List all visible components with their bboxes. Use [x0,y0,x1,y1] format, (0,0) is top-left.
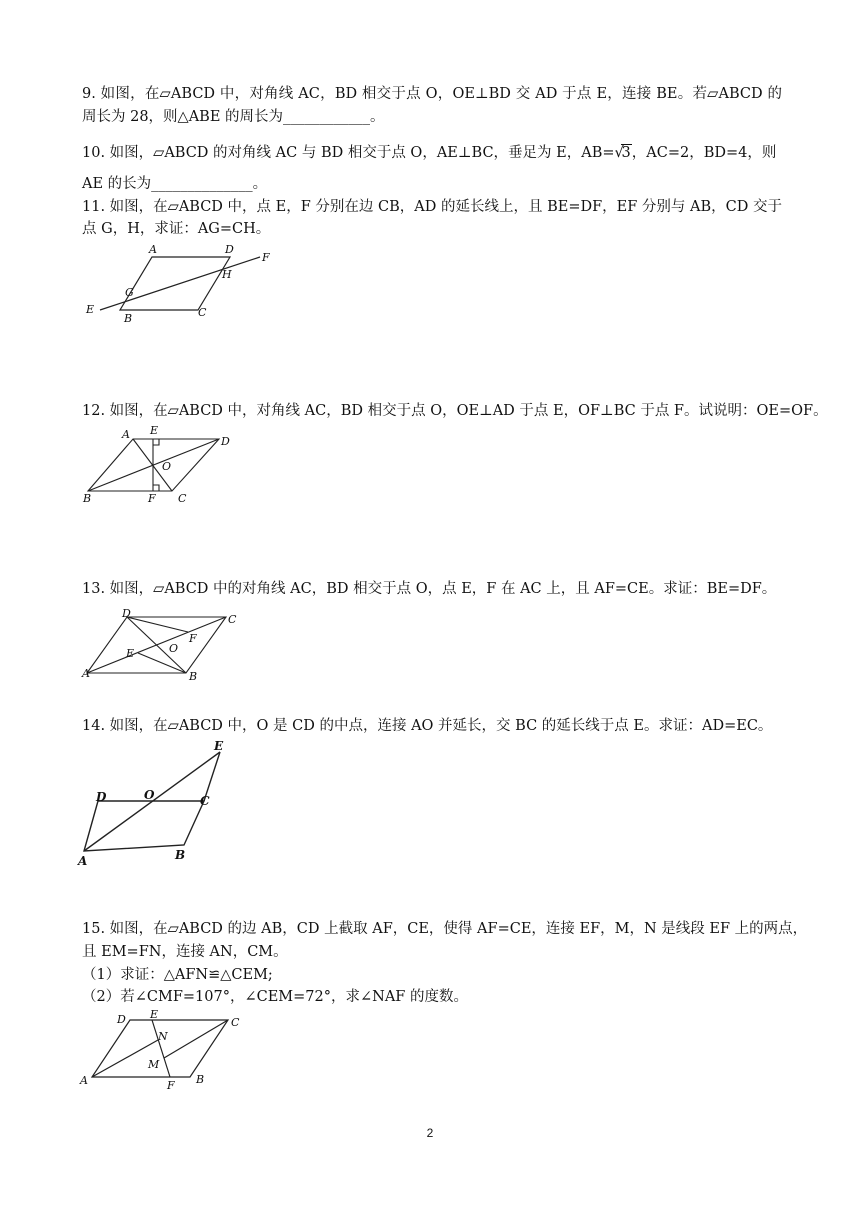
q12-label-d: D [221,435,230,448]
q15-label-a: A [80,1074,88,1087]
q15-label-c: C [231,1016,240,1029]
q12-label-e: E [150,424,159,437]
q15-label-d: D [117,1013,126,1026]
q13-label-a: A [82,667,90,680]
q11-label-a: A [149,243,157,256]
q14-label-a: A [78,854,88,868]
q10-line1 [82,143,782,163]
q12-label-f: F [148,492,156,505]
q12-label-a: A [122,428,130,441]
q12-label-o: O [162,460,172,473]
q9-line1: 9. 如图，在▱ABCD 中，对角线 AC，BD 相交于点 O，OE⊥BD 交 AD 于点 E，连接 BE。若▱ABCD 的 [82,86,782,102]
q11-figure [80,240,280,325]
q15-line2: 且 EM=FN，连接 AN，CM。 [82,944,288,960]
q11-label-e: E [86,303,95,316]
q14-line1: 14. 如图，在▱ABCD 中，O 是 CD 的中点，连接 AO 并延长，交 BC 的延长线于点 E。求证：AD=EC。 [82,718,773,734]
q13-label-c: C [228,613,237,626]
q13-label-d: D [122,607,131,620]
q15-label-m: M [148,1058,160,1071]
q15-parallelogram [92,1020,228,1077]
q13-segment-df [127,617,188,632]
q15-label-b: B [196,1073,205,1086]
q11-label-h: H [222,268,232,281]
page-number: 2 [426,1126,434,1140]
q11-line2: 点 G，H，求证：AG=CH。 [82,221,271,237]
sqrt-value: 3 [621,145,631,161]
q12-line1: 12. 如图，在▱ABCD 中，对角线 AC，BD 相交于点 O，OE⊥AD 于点 E，OF⊥BC 于点 F。试说明：OE=OF。 [82,403,828,419]
q14-label-o: O [144,788,155,802]
q13-label-b: B [189,670,198,683]
q12-right-angle-e [153,439,159,445]
q13-label-e: E [126,647,135,660]
q15-line3: （1）求证：△AFN≌△CEM; [82,967,273,983]
q11-label-g: G [125,286,134,299]
q13-figure [82,607,252,687]
q11-line1: 11. 如图，在▱ABCD 中，点 E，F 分别在边 CB，AD 的延长线上，且 BE=DF，EF 分别与 AB，CD 交于 [82,199,782,215]
q11-label-f: F [262,251,270,264]
q15-segment-cm [164,1020,228,1058]
q12-label-b: B [83,492,92,505]
q14-label-e: E [214,739,224,753]
q14-label-d: D [96,790,107,804]
q13-label-o: O [169,642,179,655]
q14-figure [78,738,248,873]
q14-parallelogram [84,801,204,851]
q12-figure [80,423,240,508]
q10-line2: AE 的长为______________。 [82,176,268,192]
q14-label-c: C [200,794,210,808]
q13-line1: 13. 如图，▱ABCD 中的对角线 AC，BD 相交于点 O，点 E，F 在 AC 上，且 AF=CE。求证：BE=DF。 [82,581,777,597]
q11-label-d: D [225,243,234,256]
q12-label-c: C [178,492,187,505]
q11-line-ef [100,257,260,310]
q15-line1: 15. 如图，在▱ABCD 的边 AB，CD 上截取 AF，CE，使得 AF=CE，连接 EF，M，N 是线段 EF 上的两点， [82,921,808,937]
q15-label-n: N [158,1030,168,1043]
q11-label-b: B [124,312,133,325]
q14-label-b: B [175,848,186,862]
q15-line4: （2）若∠CMF=107°，∠CEM=72°，求∠NAF 的度数。 [82,989,468,1005]
q13-label-f: F [189,632,197,645]
q11-parallelogram [120,257,230,310]
q11-label-c: C [198,306,207,319]
q15-label-f: F [167,1079,175,1092]
q12-right-angle-f [153,485,159,491]
q15-label-e: E [150,1008,159,1021]
q13-segment-be [138,653,186,673]
q10-text-b: ，AC=2，BD=4，则 [631,145,777,161]
q9-line2: 周长为 28，则△ABE 的周长为____________。 [82,109,385,125]
q10-text-a: 10. 如图，▱ABCD 的对角线 AC 与 BD 相交于点 O，AE⊥BC，垂足为 E，AB= [82,145,615,161]
sqrt-symbol: √ 3 [614,145,631,161]
q15-figure [80,1008,250,1093]
